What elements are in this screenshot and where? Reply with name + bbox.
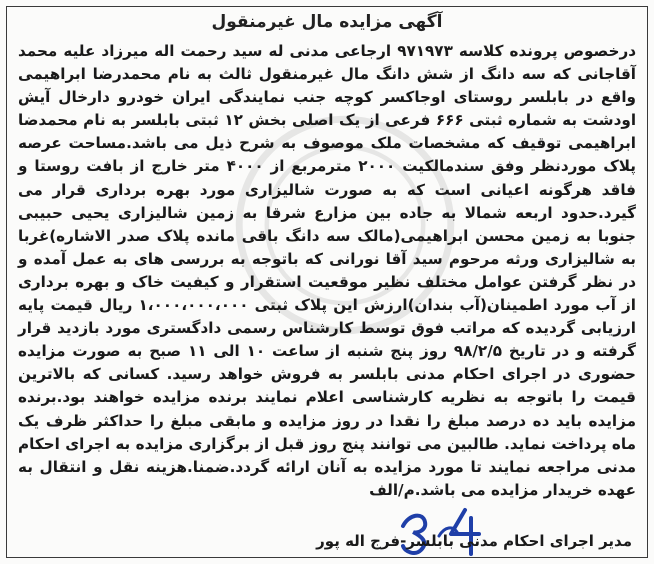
signature-line: مدیر اجرای احکام مدنی بابلسر-فرج اله پور — [316, 532, 632, 550]
notice-body — [18, 40, 636, 502]
notice-body-paragraph: درخصوص پرونده کلاسه ۹۷۱۹۷۳ ارجاعی مدنی له سید رحمت اله میرزاد علیه محمد آقاجانی که سه دانگ از شش دانگ مال غیرمنقول ثالث به نام محمدرضا ابراهیمی واقع در بابلسر روستای اوجاکسر کوچه جنب نمایندگی ایران خودرو دارخال آیش اودشت به شماره ثبتی ۶۶۶ فرعی از یک اصلی بخش ۱۲ ثبتی بابلسر به نام محمدضا ابراهیمی توقیف که مشخصات ملک موصوف به شرح ذیل می باشد.مساحت عرصه پلاک موردنظر وفق سندمالکیت ۲۰۰۰ مترمربع از ۴۰۰۰ متر خارج از بافت روستا و فاقد هرگونه اعیانی است که به صورت شالیزاری مورد بهره برداری قرار می گیرد.حدود اربعه شمالا به جاده بین مزارع شرقا به زمین شالیزاری یحیی حبیبی جنوبا به زمین محسن ابراهیمی(مالک سه دانگ باقی مانده پلاک صدر الاشاره)غربا به شالیزاری ورثه مرحوم سید آقا نورانی که باتوجه به بررسی های به عمل آمده و در نظر گرفتن عوامل مختلف نظیر موقعیت استقرار و کیفیت خاک و بهره برداری از آب مورد اطمینان(آب بندان)ارزش این پلاک ثبتی ۱،۰۰۰،۰۰۰،۰۰۰ ریال قیمت پایه ارزیابی گردیده که مراتب فوق توسط کارشناس رسمی دادگستری مورد بازدید قرار گرفته و در تاریخ ۹۸/۲/۵ روز پنج شنبه از ساعت ۱۰ الی ۱۱ صبح به صورت مزایده حضوری در اجرای احکام مدنی بابلسر به فروش خواهد رسید. کسانی که بالاترین قیمت را باتوجه به نظریه کارشناسی اعلام نمایند برنده مزایده خواهند بود.برنده مزایده باید ده درصد مبلغ را نقدا در روز مزایده و مابقی مبلغ را حداکثر ظرف یک ماه پرداخت نماید. طالبین می توانند پنج روز قبل از برگزاری مزایده به اجرای احکام مدنی مراجعه نمایند تا مورد مزایده به آنان ارائه گردد.ضمنا.هزینه نقل و انتقال به عهده خریدار مزایده می باشد.م/الف — [18, 42, 637, 499]
notice-title: آگهی مزایده مال غیرمنقول — [211, 12, 443, 32]
